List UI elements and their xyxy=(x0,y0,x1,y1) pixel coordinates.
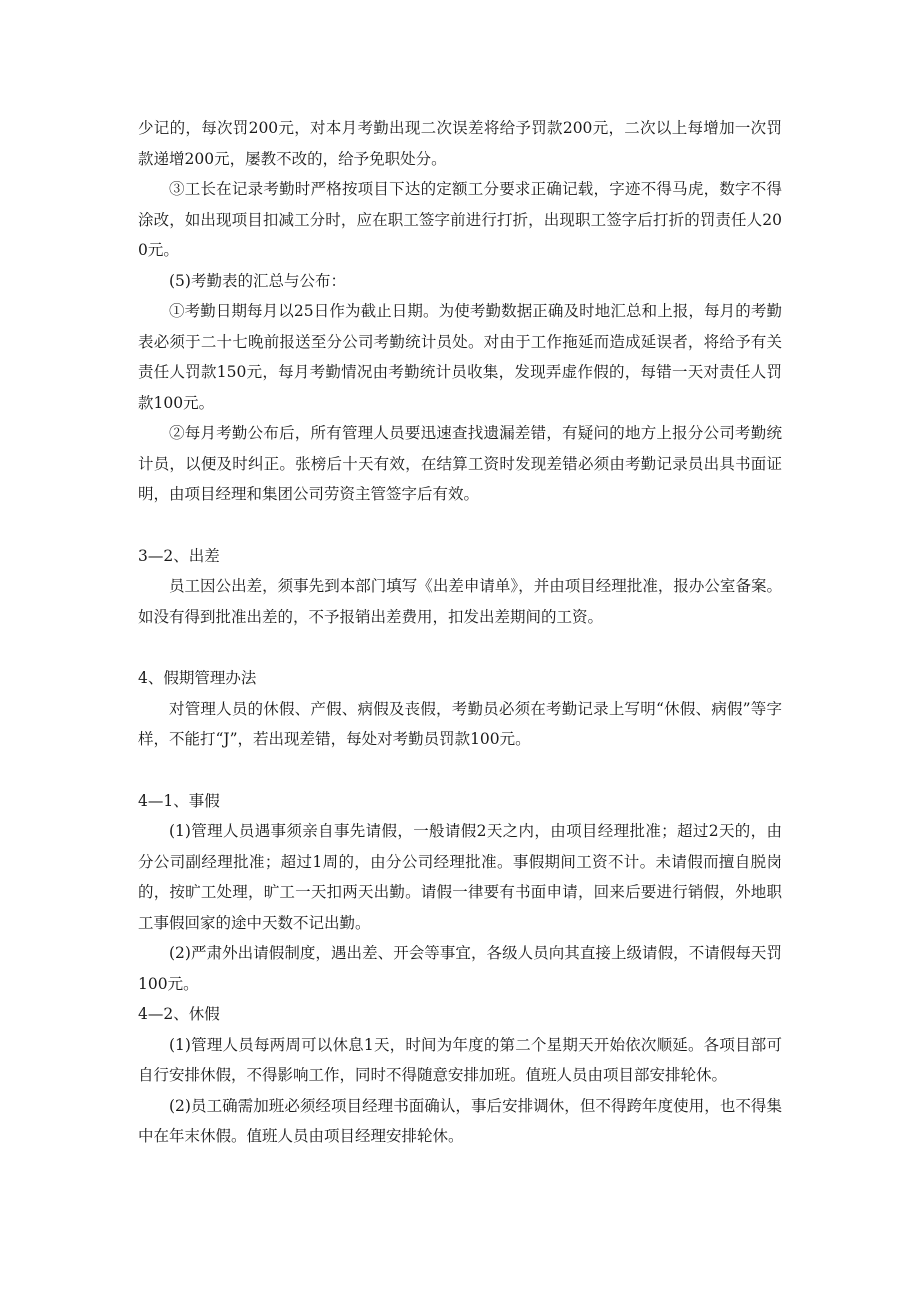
paragraph-summary-title: (5)考勤表的汇总与公布： xyxy=(169,271,346,290)
document-page xyxy=(138,113,782,1152)
paragraph-personal-leave-1: (1)管理人员遇事须亲自事先请假，一般请假2天之内，由项目经理批准；超过2天的，由分公司副经理批准；超过1周的，由分公司经理批准。事假期间工资不计。未请假而擅自脱岗的，按旷工处理，旷工一天扣两天出勤。请假一律要有书面申请，回来后要进行销假，外地职工事假回家的途中天数不记出勤。 xyxy=(138,822,782,932)
paragraph-leave-management: 对管理人员的休假、产假、病假及丧假，考勤员必须在考勤记录上写明“休假、病假”等字样，不能打“J”，若出现差错，每处对考勤员罚款100元。 xyxy=(138,699,782,748)
paragraph-rest-day-1: (1)管理人员每两周可以休息1天，时间为年度的第二个星期天开始依次顺延。各项目部可自行安排休假，不得影响工作，同时不得随意安排加班。值班人员由项目部安排轮休。 xyxy=(138,1035,782,1084)
section-heading-personal-leave: 4—1、事假 xyxy=(138,791,220,810)
paragraph-penalty-continued: 少记的，每次罚200元，对本月考勤出现二次误差将给予罚款200元，二次以上每增加一次罚款递增200元，屡教不改的，给予免职处分。 xyxy=(138,119,782,168)
section-spacer xyxy=(138,755,782,786)
paragraph-personal-leave-2: (2)严肃外出请假制度，遇出差、开会等事宜，各级人员向其直接上级请假，不请假每天罚100元。 xyxy=(138,944,782,993)
paragraph-foreman-record: ③工长在记录考勤时严格按项目下达的定额工分要求正确记载，字迹不得马虎，数字不得涂改，如出现项目扣减工分时，应在职工签字前进行打折，出现职工签字后打折的罚责任人200元。 xyxy=(138,180,782,259)
paragraph-business-trip: 员工因公出差，须事先到本部门填写《出差申请单》，并由项目经理批准，报办公室备案。如没有得到批准出差的，不予报销出差费用，扣发出差期间的工资。 xyxy=(138,577,782,626)
section-heading-rest-day: 4—2、休假 xyxy=(138,1005,220,1023)
paragraph-rest-day-2: (2)员工确需加班必须经项目经理书面确认，事后安排调休，但不得跨年度使用，也不得集中在年末休假。值班人员由项目经理安排轮休。 xyxy=(138,1096,782,1145)
paragraph-cutoff-date: ①考勤日期每月以25日作为截止日期。为使考勤数据正确及时地汇总和上报，每月的考勤表必须于二十七晚前报送至分公司考勤统计员处。对由于工作拖延而造成延误者，将给予有关责任人罚款150元，每月考勤情况由考勤统计员收集，发现弄虚作假的，每错一天对责任人罚款100元。 xyxy=(138,302,782,412)
section-heading-leave-management: 4、假期管理办法 xyxy=(138,669,257,687)
paragraph-publish-check: ②每月考勤公布后，所有管理人员要迅速查找遗漏差错，有疑问的地方上报分公司考勤统计员，以便及时纠正。张榜后十天有效，在结算工资时发现差错必须由考勤记录员出具书面证明，由项目经理和集团公司劳资主管签字后有效。 xyxy=(138,424,782,503)
section-spacer xyxy=(138,632,782,663)
section-spacer xyxy=(138,510,782,541)
section-heading-business-trip: 3—2、出差 xyxy=(138,546,220,565)
